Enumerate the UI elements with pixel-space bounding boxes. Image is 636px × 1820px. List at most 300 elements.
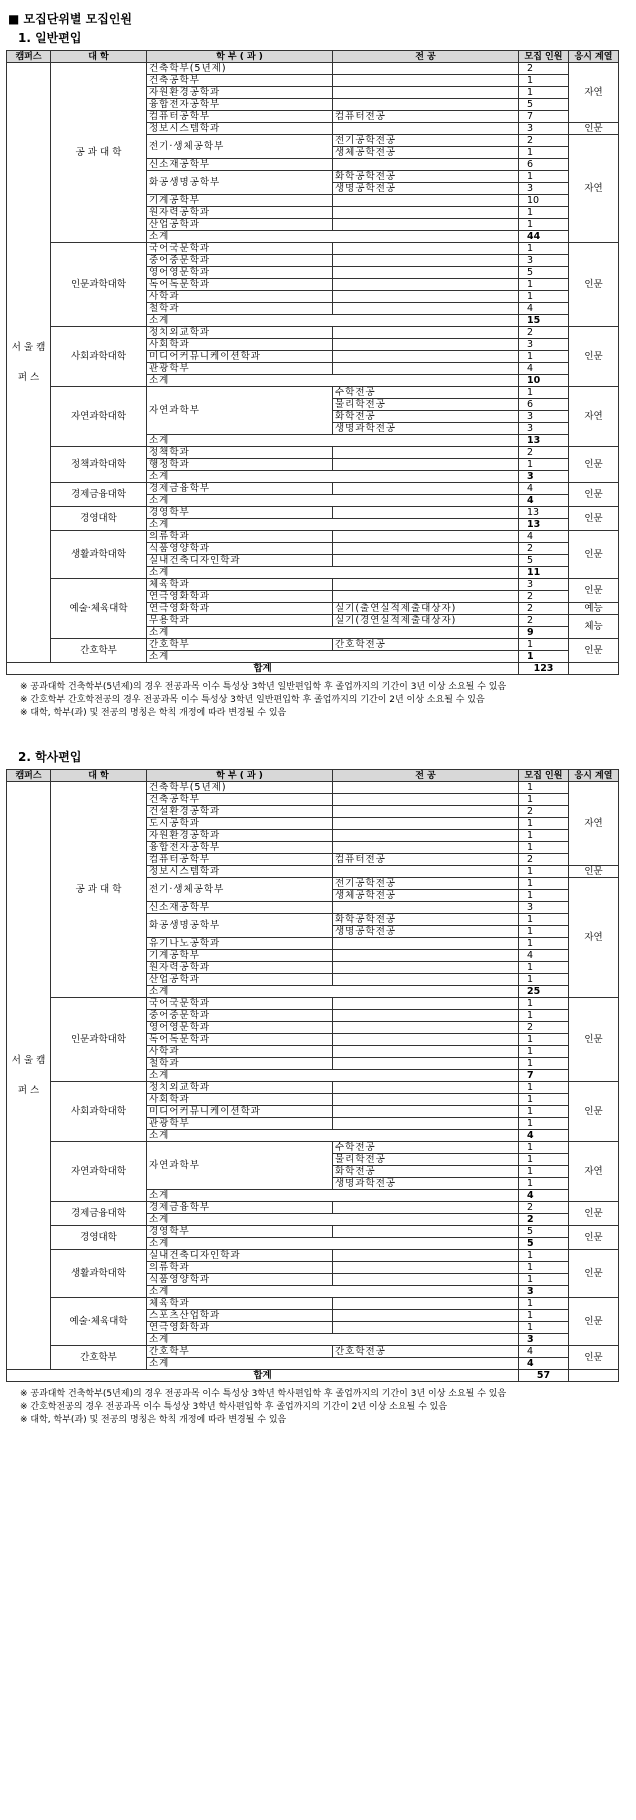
department-cell: 철학과 <box>147 303 333 315</box>
department-cell: 의류학과 <box>147 1262 333 1274</box>
subtotal-label-cell: 소계 <box>147 1358 519 1370</box>
major-cell <box>333 123 519 135</box>
department-cell: 실내건축디자인학과 <box>147 1250 333 1262</box>
major-cell <box>333 99 519 111</box>
quota-cell: 1 <box>519 1310 569 1322</box>
major-cell <box>333 447 519 459</box>
quota-cell: 2 <box>519 806 569 818</box>
department-cell: 체육학과 <box>147 579 333 591</box>
col-department: 학 부 ( 과 ) <box>147 770 333 782</box>
table-row <box>7 447 619 459</box>
department-cell: 산업공학과 <box>147 974 333 986</box>
table-row <box>7 1142 619 1154</box>
quota-cell: 6 <box>519 399 569 411</box>
major-cell: 컴퓨터전공 <box>333 111 519 123</box>
quota-cell: 1 <box>519 914 569 926</box>
total-row <box>7 663 619 675</box>
department-cell: 전기·생체공학부 <box>147 878 333 902</box>
quota-cell: 1 <box>519 1166 569 1178</box>
major-cell <box>333 459 519 471</box>
major-cell <box>333 806 519 818</box>
quota-cell: 10 <box>519 195 569 207</box>
quota-cell: 2 <box>519 591 569 603</box>
college-cell: 경제금융대학 <box>51 1202 147 1226</box>
quota-cell: 4 <box>519 303 569 315</box>
major-cell <box>333 962 519 974</box>
major-cell <box>333 1082 519 1094</box>
quota-cell: 2 <box>519 854 569 866</box>
subtotal-label-cell: 소계 <box>147 1238 519 1250</box>
major-cell <box>333 1058 519 1070</box>
bachelor-notes <box>20 1388 630 1427</box>
quota-cell: 1 <box>519 171 569 183</box>
major-cell <box>333 207 519 219</box>
department-cell: 건설환경공학과 <box>147 806 333 818</box>
major-cell: 생체공학전공 <box>333 890 519 902</box>
subtotal-quota-cell: 1 <box>519 651 569 663</box>
department-cell: 컴퓨터공학부 <box>147 111 333 123</box>
quota-cell: 1 <box>519 1154 569 1166</box>
subtotal-quota-cell: 4 <box>519 495 569 507</box>
department-cell: 연극영화학과 <box>147 591 333 603</box>
table-row <box>7 507 619 519</box>
major-cell <box>333 1262 519 1274</box>
major-cell: 전기공학전공 <box>333 135 519 147</box>
quota-cell: 2 <box>519 1022 569 1034</box>
department-cell: 미디어커뮤니케이션학과 <box>147 351 333 363</box>
major-cell <box>333 351 519 363</box>
quota-cell: 1 <box>519 1118 569 1130</box>
department-cell: 중어중문학과 <box>147 255 333 267</box>
table-row <box>7 1202 619 1214</box>
quota-cell: 1 <box>519 279 569 291</box>
subtotal-quota-cell: 13 <box>519 435 569 447</box>
quota-cell: 1 <box>519 842 569 854</box>
department-cell: 사학과 <box>147 1046 333 1058</box>
track-cell: 인문 <box>569 507 619 531</box>
major-cell <box>333 531 519 543</box>
table-row <box>7 579 619 591</box>
major-cell: 수학전공 <box>333 1142 519 1154</box>
major-cell <box>333 1310 519 1322</box>
department-cell: 중어중문학과 <box>147 1010 333 1022</box>
subtotal-label-cell: 소계 <box>147 627 519 639</box>
department-cell: 컴퓨터공학부 <box>147 854 333 866</box>
subtotal-label-cell: 소계 <box>147 651 519 663</box>
major-cell <box>333 363 519 375</box>
quota-cell: 1 <box>519 794 569 806</box>
quota-cell: 1 <box>519 974 569 986</box>
major-cell <box>333 782 519 794</box>
subtotal-label-cell: 소계 <box>147 986 519 998</box>
major-cell <box>333 327 519 339</box>
college-cell: 간호학부 <box>51 639 147 663</box>
quota-cell: 1 <box>519 1250 569 1262</box>
table-row <box>7 1346 619 1358</box>
department-cell: 연극영화학과 <box>147 1322 333 1334</box>
college-cell: 자연과학대학 <box>51 1142 147 1202</box>
quota-cell: 4 <box>519 531 569 543</box>
department-cell: 식품영양학과 <box>147 1274 333 1286</box>
college-cell: 경영대학 <box>51 1226 147 1250</box>
col-major: 전 공 <box>333 51 519 63</box>
department-cell: 융합전자공학부 <box>147 99 333 111</box>
major-cell <box>333 1322 519 1334</box>
department-cell: 철학과 <box>147 1058 333 1070</box>
note-line: ※ 대학, 학부(과) 및 전공의 명칭은 학칙 개정에 따라 변경될 수 있음 <box>20 1415 287 1425</box>
major-cell <box>333 555 519 567</box>
page-title: ■ 모집단위별 모집인원 <box>8 12 133 26</box>
subtotal-quota-cell: 44 <box>519 231 569 243</box>
quota-cell: 1 <box>519 1262 569 1274</box>
col-college: 대 학 <box>51 770 147 782</box>
major-cell <box>333 1118 519 1130</box>
total-row <box>7 1370 619 1382</box>
major-cell: 컴퓨터전공 <box>333 854 519 866</box>
col-major: 전 공 <box>333 770 519 782</box>
table-row <box>7 1250 619 1262</box>
department-cell: 경영학부 <box>147 1226 333 1238</box>
bachelor-table-body <box>7 782 619 1382</box>
quota-cell: 1 <box>519 291 569 303</box>
subtotal-label-cell: 소계 <box>147 519 519 531</box>
track-cell: 인문 <box>569 531 619 579</box>
college-cell: 사회과학대학 <box>51 327 147 387</box>
quota-cell: 1 <box>519 890 569 902</box>
department-cell: 경제금융학부 <box>147 483 333 495</box>
major-cell: 수학전공 <box>333 387 519 399</box>
table-row <box>7 1226 619 1238</box>
college-cell: 예술·체육대학 <box>51 1298 147 1346</box>
major-cell <box>333 63 519 75</box>
department-cell: 경제금융학부 <box>147 1202 333 1214</box>
subtotal-label-cell: 소계 <box>147 231 519 243</box>
note-line: ※ 간호학전공의 경우 전공과목 이수 특성상 3학년 학사편입학 후 졸업까지의 기간이 2년 이상 소요될 수 있음 <box>20 1402 448 1412</box>
college-cell: 공 과 대 학 <box>51 63 147 243</box>
track-cell: 인문 <box>569 1082 619 1142</box>
major-cell <box>333 1034 519 1046</box>
major-cell <box>333 195 519 207</box>
general-table-body <box>7 63 619 675</box>
track-cell: 인문 <box>569 327 619 387</box>
major-cell <box>333 339 519 351</box>
major-cell <box>333 1226 519 1238</box>
track-cell: 인문 <box>569 579 619 603</box>
college-cell: 예술·체육대학 <box>51 579 147 639</box>
major-cell: 생명공학전공 <box>333 183 519 195</box>
track-cell: 인문 <box>569 1298 619 1346</box>
track-cell: 인문 <box>569 243 619 327</box>
major-cell <box>333 1094 519 1106</box>
subtotal-label-cell: 소계 <box>147 1286 519 1298</box>
quota-cell: 1 <box>519 351 569 363</box>
quota-cell: 1 <box>519 938 569 950</box>
department-cell: 도시공학과 <box>147 818 333 830</box>
major-cell <box>333 1106 519 1118</box>
major-cell <box>333 483 519 495</box>
quota-cell: 5 <box>519 99 569 111</box>
note-line: ※ 공과대학 건축학부(5년제)의 경우 전공과목 이수 특성상 3학년 일반편입학 후 졸업까지의 기간이 3년 이상 소요될 수 있음 <box>20 682 507 692</box>
track-cell: 자연 <box>569 782 619 866</box>
quota-cell: 3 <box>519 902 569 914</box>
major-cell: 간호학전공 <box>333 1346 519 1358</box>
track-cell <box>569 1370 619 1382</box>
note-line: ※ 공과대학 건축학부(5년제)의 경우 전공과목 이수 특성상 3학년 학사편입학 후 졸업까지의 기간이 3년 이상 소요될 수 있음 <box>20 1389 507 1399</box>
table-row <box>7 639 619 651</box>
quota-cell: 4 <box>519 1346 569 1358</box>
department-cell: 미디어커뮤니케이션학과 <box>147 1106 333 1118</box>
quota-cell: 2 <box>519 135 569 147</box>
quota-cell: 1 <box>519 818 569 830</box>
quota-cell: 2 <box>519 327 569 339</box>
major-cell <box>333 243 519 255</box>
major-cell <box>333 794 519 806</box>
major-cell <box>333 998 519 1010</box>
college-cell: 인문과학대학 <box>51 243 147 327</box>
subtotal-quota-cell: 15 <box>519 315 569 327</box>
quota-cell: 2 <box>519 1202 569 1214</box>
quota-cell: 1 <box>519 1010 569 1022</box>
table-row <box>7 387 619 399</box>
department-cell: 독어독문학과 <box>147 1034 333 1046</box>
subtotal-quota-cell: 9 <box>519 627 569 639</box>
quota-cell: 2 <box>519 603 569 615</box>
college-cell: 사회과학대학 <box>51 1082 147 1142</box>
table-row <box>7 243 619 255</box>
department-cell: 산업공학과 <box>147 219 333 231</box>
subtotal-label-cell: 소계 <box>147 1130 519 1142</box>
subtotal-label-cell: 소계 <box>147 435 519 447</box>
major-cell: 실기(출연실적제출대상자) <box>333 603 519 615</box>
department-cell: 원자력공학과 <box>147 207 333 219</box>
track-cell: 인문 <box>569 639 619 663</box>
major-cell <box>333 938 519 950</box>
department-cell: 정보시스템학과 <box>147 123 333 135</box>
quota-cell: 3 <box>519 255 569 267</box>
department-cell: 전기·생체공학부 <box>147 135 333 159</box>
department-cell: 신소재공학부 <box>147 902 333 914</box>
major-cell: 생명공학전공 <box>333 926 519 938</box>
quota-cell: 1 <box>519 998 569 1010</box>
quota-cell: 1 <box>519 147 569 159</box>
department-cell: 정책학과 <box>147 447 333 459</box>
major-cell <box>333 591 519 603</box>
subtotal-label-cell: 소계 <box>147 315 519 327</box>
quota-cell: 2 <box>519 615 569 627</box>
quota-cell: 3 <box>519 123 569 135</box>
col-department: 학 부 ( 과 ) <box>147 51 333 63</box>
track-cell: 자연 <box>569 1142 619 1202</box>
quota-cell: 1 <box>519 782 569 794</box>
department-cell: 영어영문학과 <box>147 267 333 279</box>
quota-cell: 5 <box>519 1226 569 1238</box>
major-cell: 화학공학전공 <box>333 914 519 926</box>
major-cell <box>333 279 519 291</box>
major-cell <box>333 950 519 962</box>
quota-cell: 1 <box>519 219 569 231</box>
department-cell: 정치외교학과 <box>147 327 333 339</box>
department-cell: 무용학과 <box>147 615 333 627</box>
department-cell: 유기나노공학과 <box>147 938 333 950</box>
major-cell <box>333 1046 519 1058</box>
quota-cell: 1 <box>519 1322 569 1334</box>
subtotal-quota-cell: 11 <box>519 567 569 579</box>
department-cell: 건축공학부 <box>147 794 333 806</box>
track-cell: 자연 <box>569 878 619 998</box>
department-cell: 원자력공학과 <box>147 962 333 974</box>
note-line: ※ 간호학부 간호학전공의 경우 전공과목 이수 특성상 3학년 일반편입학 후 졸업까지의 기간이 2년 이상 소요될 수 있음 <box>20 695 485 705</box>
college-cell: 경영대학 <box>51 507 147 531</box>
major-cell: 전기공학전공 <box>333 878 519 890</box>
quota-cell: 13 <box>519 507 569 519</box>
quota-cell: 1 <box>519 1274 569 1286</box>
subtotal-quota-cell: 3 <box>519 471 569 483</box>
subtotal-quota-cell: 3 <box>519 1334 569 1346</box>
major-cell <box>333 267 519 279</box>
department-cell: 경영학부 <box>147 507 333 519</box>
quota-cell: 3 <box>519 183 569 195</box>
quota-cell: 1 <box>519 639 569 651</box>
subtotal-quota-cell: 13 <box>519 519 569 531</box>
major-cell <box>333 830 519 842</box>
quota-cell: 4 <box>519 950 569 962</box>
department-cell: 사학과 <box>147 291 333 303</box>
table-row <box>7 1298 619 1310</box>
quota-cell: 3 <box>519 423 569 435</box>
quota-cell: 2 <box>519 63 569 75</box>
department-cell: 기계공학부 <box>147 950 333 962</box>
total-quota-cell: 57 <box>519 1370 569 1382</box>
track-cell: 인문 <box>569 866 619 878</box>
quota-cell: 1 <box>519 75 569 87</box>
total-quota-cell: 123 <box>519 663 569 675</box>
department-cell: 국어국문학과 <box>147 243 333 255</box>
department-cell: 정치외교학과 <box>147 1082 333 1094</box>
quota-cell: 1 <box>519 1094 569 1106</box>
col-campus: 캠퍼스 <box>7 770 51 782</box>
subtotal-label-cell: 소계 <box>147 1214 519 1226</box>
major-cell: 화학공학전공 <box>333 171 519 183</box>
quota-cell: 1 <box>519 87 569 99</box>
col-track: 응시 계열 <box>569 770 619 782</box>
quota-cell: 1 <box>519 1106 569 1118</box>
subtotal-quota-cell: 3 <box>519 1286 569 1298</box>
quota-cell: 1 <box>519 1298 569 1310</box>
quota-cell: 1 <box>519 830 569 842</box>
total-label-cell: 합계 <box>7 663 519 675</box>
college-cell: 생활과학대학 <box>51 1250 147 1298</box>
total-label-cell: 합계 <box>7 1370 519 1382</box>
subtotal-quota-cell: 25 <box>519 986 569 998</box>
major-cell <box>333 87 519 99</box>
table-row <box>7 483 619 495</box>
major-cell: 물리학전공 <box>333 399 519 411</box>
table-header-row <box>7 51 619 63</box>
campus-cell: 서 울 캠 퍼 스 <box>7 782 51 1370</box>
department-cell: 화공생명공학부 <box>147 914 333 938</box>
major-cell: 생명과학전공 <box>333 1178 519 1190</box>
major-cell <box>333 219 519 231</box>
bachelor-transfer-table <box>6 769 619 1382</box>
department-cell: 스포츠산업학과 <box>147 1310 333 1322</box>
track-cell: 인문 <box>569 447 619 483</box>
subtotal-label-cell: 소계 <box>147 375 519 387</box>
quota-cell: 1 <box>519 1142 569 1154</box>
table-header-row <box>7 770 619 782</box>
track-cell: 인문 <box>569 1346 619 1370</box>
department-cell: 연극영화학과 <box>147 603 333 615</box>
department-cell: 건축학부(5년제) <box>147 63 333 75</box>
subtotal-quota-cell: 10 <box>519 375 569 387</box>
major-cell: 생체공학전공 <box>333 147 519 159</box>
department-cell: 건축학부(5년제) <box>147 782 333 794</box>
major-cell <box>333 1274 519 1286</box>
general-transfer-table <box>6 50 619 675</box>
track-cell: 체능 <box>569 615 619 639</box>
college-cell: 간호학부 <box>51 1346 147 1370</box>
major-cell <box>333 255 519 267</box>
quota-cell: 5 <box>519 555 569 567</box>
quota-cell: 3 <box>519 411 569 423</box>
major-cell <box>333 303 519 315</box>
quota-cell: 5 <box>519 267 569 279</box>
track-cell: 인문 <box>569 123 619 135</box>
table-row <box>7 327 619 339</box>
quota-cell: 2 <box>519 447 569 459</box>
section-title-bachelor: 2. 학사편입 <box>18 750 82 764</box>
note-line: ※ 대학, 학부(과) 및 전공의 명칭은 학칙 개정에 따라 변경될 수 있음 <box>20 708 287 718</box>
track-cell: 인문 <box>569 998 619 1082</box>
subtotal-label-cell: 소계 <box>147 1070 519 1082</box>
department-cell: 융합전자공학부 <box>147 842 333 854</box>
quota-cell: 2 <box>519 543 569 555</box>
department-cell: 의류학과 <box>147 531 333 543</box>
table-row <box>7 63 619 75</box>
track-cell: 인문 <box>569 1226 619 1250</box>
department-cell: 식품영양학과 <box>147 543 333 555</box>
track-cell <box>569 663 619 675</box>
department-cell: 간호학부 <box>147 1346 333 1358</box>
major-cell: 화학전공 <box>333 1166 519 1178</box>
subtotal-quota-cell: 5 <box>519 1238 569 1250</box>
table-row <box>7 531 619 543</box>
quota-cell: 1 <box>519 1082 569 1094</box>
college-cell: 경제금융대학 <box>51 483 147 507</box>
quota-cell: 4 <box>519 483 569 495</box>
department-cell: 행정학과 <box>147 459 333 471</box>
quota-cell: 1 <box>519 962 569 974</box>
department-cell: 화공생명공학부 <box>147 171 333 195</box>
major-cell <box>333 1010 519 1022</box>
college-cell: 정책과학대학 <box>51 447 147 483</box>
major-cell <box>333 818 519 830</box>
department-cell: 정보시스템학과 <box>147 866 333 878</box>
quota-cell: 1 <box>519 866 569 878</box>
major-cell <box>333 159 519 171</box>
general-notes <box>20 681 630 720</box>
department-cell: 간호학부 <box>147 639 333 651</box>
major-cell: 실기(경연실적제출대상자) <box>333 615 519 627</box>
track-cell: 인문 <box>569 1202 619 1226</box>
quota-cell: 1 <box>519 243 569 255</box>
track-cell: 예능 <box>569 603 619 615</box>
department-cell: 자연과학부 <box>147 387 333 435</box>
major-cell: 물리학전공 <box>333 1154 519 1166</box>
major-cell: 화학전공 <box>333 411 519 423</box>
quota-cell: 6 <box>519 159 569 171</box>
subtotal-label-cell: 소계 <box>147 495 519 507</box>
college-cell: 인문과학대학 <box>51 998 147 1082</box>
